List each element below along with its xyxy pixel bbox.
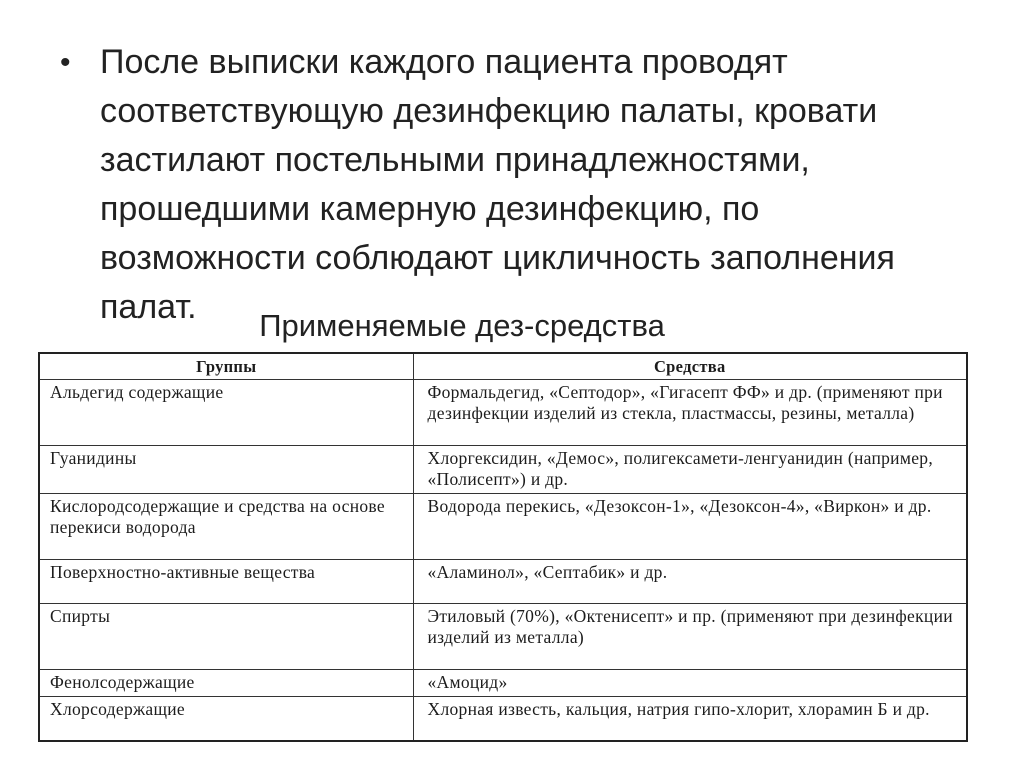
cell-group: Кислородсодержащие и средства на основе перекиси водорода — [39, 494, 413, 560]
table-row — [39, 380, 967, 446]
cell-means: Формальдегид, «Септодор», «Гигасепт ФФ» и др. (применяют при дезинфекции изделий из стекла, пластмассы, резины, металла) — [413, 380, 967, 446]
table-row — [39, 494, 967, 560]
bullet-paragraph — [60, 38, 990, 332]
disinfectants-table — [38, 352, 968, 742]
cell-group: Хлорсодержащие — [39, 697, 413, 741]
table-row — [39, 446, 967, 494]
cell-means: «Аламинол», «Септабик» и др. — [413, 560, 967, 604]
cell-group: Фенолсодержащие — [39, 670, 413, 697]
table-row — [39, 697, 967, 741]
table-row — [39, 560, 967, 604]
table-title: Применяемые дез-средства — [259, 308, 665, 343]
cell-group: Поверхностно-активные вещества — [39, 560, 413, 604]
cell-means: Этиловый (70%), «Октенисепт» и пр. (применяют при дезинфекции изделий из металла) — [413, 604, 967, 670]
disinfectants-table-wrapper — [38, 352, 966, 742]
table-row — [39, 604, 967, 670]
cell-group: Альдегид содержащие — [39, 380, 413, 446]
cell-means: Водорода перекись, «Дезоксон-1», «Дезоксон-4», «Виркон» и др. — [413, 494, 967, 560]
bullet-symbol: • — [60, 46, 71, 79]
bullet-text: После выписки каждого пациента проводят соответствующую дезинфекцию палаты, кровати застилают постельными принадлежностями, прошедшими камерную дезинфекцию, по возможности соблюдают цикличность заполнения палат. — [100, 43, 895, 326]
cell-group: Гуанидины — [39, 446, 413, 494]
cell-means: Хлоргексидин, «Демос», полигексамети-ленгуанидин (например, «Полисепт») и др. — [413, 446, 967, 494]
table-header-row — [39, 353, 967, 380]
column-header-means: Средства — [413, 353, 967, 380]
column-header-groups: Группы — [39, 353, 413, 380]
cell-means: «Амоцид» — [413, 670, 967, 697]
cell-means: Хлорная известь, кальция, натрия гипо-хлорит, хлорамин Б и др. — [413, 697, 967, 741]
table-row — [39, 670, 967, 697]
cell-group: Спирты — [39, 604, 413, 670]
